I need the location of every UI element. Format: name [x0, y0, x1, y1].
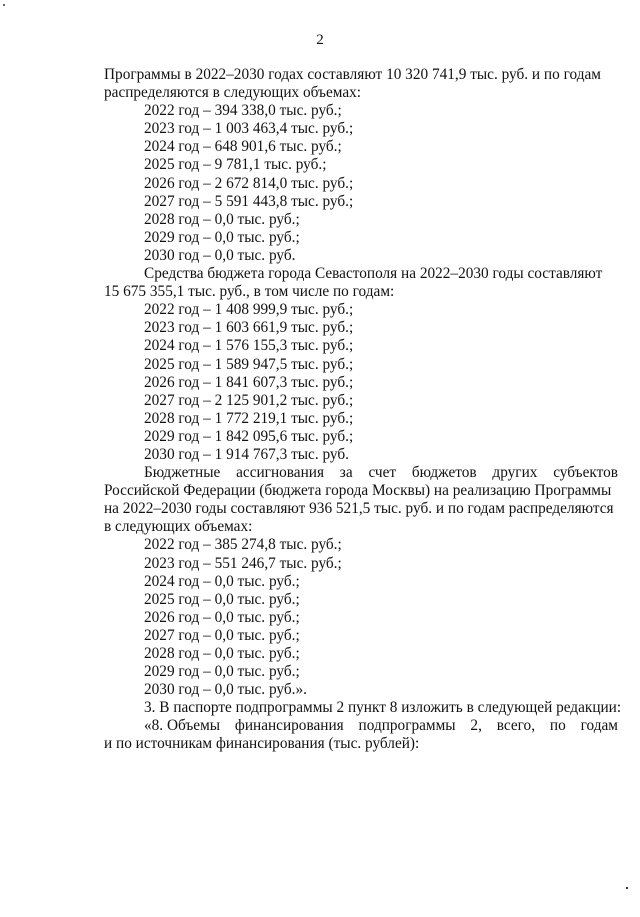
year-item: 2028 год – 0,0 тыс. руб.; — [144, 210, 300, 228]
year-item: 2030 год – 0,0 тыс. руб. — [144, 246, 296, 264]
year-item: 2027 год – 2 125 901,2 тыс. руб.; — [144, 391, 354, 409]
item-3-paragraph: 3. В паспорте подпрограммы 2 пункт 8 изложить в следующей редакции: — [144, 699, 622, 717]
paragraph-line — [104, 265, 618, 283]
word: «8. Объемы — [144, 717, 221, 735]
word: финансирования — [234, 717, 344, 735]
text-line: Программы в 2022–2030 годах составляют 10 320 741,9 тыс. руб. и по годам — [104, 66, 601, 83]
text-line: Средства бюджета города Севастополя на 2022–2030 годы составляют — [144, 265, 603, 283]
word: Бюджетные — [144, 464, 221, 482]
year-item: 2026 год – 0,0 тыс. руб.; — [144, 608, 300, 626]
year-item: 2025 год – 1 589 947,5 тыс. руб.; — [144, 355, 354, 373]
year-item: 2026 год – 1 841 607,3 тыс. руб.; — [144, 373, 354, 391]
year-item: 2023 год – 551 246,7 тыс. руб.; — [144, 554, 342, 572]
word: бюджетов — [411, 464, 477, 482]
year-item: 2024 год – 648 901,6 тыс. руб.; — [144, 138, 342, 156]
paragraph-line: и по источникам финансирования (тыс. рублей): — [104, 735, 420, 753]
word: всего, — [496, 717, 536, 735]
word: счет — [368, 464, 397, 482]
paragraph-line — [104, 717, 618, 735]
year-item: 2028 год – 0,0 тыс. руб.; — [144, 645, 300, 662]
paragraph-line — [104, 500, 618, 518]
year-item: 2025 год – 9 781,1 тыс. руб.; — [144, 156, 327, 174]
year-list — [104, 102, 618, 265]
year-item: 2023 год – 1 603 661,9 тыс. руб.; — [144, 319, 354, 337]
year-list — [104, 301, 618, 464]
paragraph-line: 15 675 355,1 тыс. руб., в том числе по годам: — [104, 283, 395, 301]
year-item: 2022 год – 1 408 999,9 тыс. руб.; — [144, 301, 354, 319]
year-item: 2025 год – 0,0 тыс. руб.; — [144, 590, 300, 608]
year-item: 2024 год – 1 576 155,3 тыс. руб.; — [144, 337, 354, 355]
page-number: 2 — [316, 32, 324, 48]
word: по — [549, 717, 566, 735]
year-item: 2030 год – 1 914 767,3 тыс. руб. — [144, 445, 349, 463]
scan-speck — [3, 4, 5, 6]
document-body — [104, 66, 622, 754]
year-item: 2023 год – 1 003 463,4 тыс. руб.; — [144, 120, 354, 138]
text-line: Российской Федерации (бюджета города Москвы) на реализацию Программы — [104, 482, 612, 500]
word: других — [492, 464, 538, 482]
year-item: 2029 год – 0,0 тыс. руб.; — [144, 228, 300, 246]
paragraph-line — [104, 464, 618, 482]
word: за — [339, 464, 353, 482]
word: субъектов — [553, 464, 618, 482]
year-item: 2029 год – 1 842 095,6 тыс. руб.; — [144, 427, 354, 445]
year-item: 2030 год – 0,0 тыс. руб.». — [144, 681, 307, 699]
word: ассигнования — [236, 464, 324, 482]
year-item: 2024 год – 0,0 тыс. руб.; — [144, 572, 300, 590]
word: 2, — [470, 717, 482, 735]
year-item: 2027 год – 0,0 тыс. руб.; — [144, 626, 300, 644]
paragraph-line — [104, 66, 618, 84]
year-item: 2026 год – 2 672 814,0 тыс. руб.; — [144, 174, 354, 192]
year-item: 2027 год – 5 591 443,8 тыс. руб.; — [144, 192, 354, 210]
year-item: 2028 год – 1 772 219,1 тыс. руб.; — [144, 409, 354, 427]
year-item: 2029 год – 0,0 тыс. руб.; — [144, 663, 300, 681]
paragraph-line: распределяются в следующих объемах: — [104, 84, 362, 102]
year-item: 2022 год – 394 338,0 тыс. руб.; — [144, 102, 342, 120]
word: годам — [580, 717, 618, 735]
word: подпрограммы — [358, 717, 456, 735]
paragraph-line — [104, 482, 618, 500]
year-list — [104, 536, 618, 699]
year-item: 2022 год – 385 274,8 тыс. руб.; — [144, 536, 342, 554]
paragraph-line: в следующих объемах: — [104, 518, 253, 536]
scan-speck — [626, 887, 628, 889]
text-line: на 2022–2030 годы составляют 936 521,5 тыс. руб. и по годам распределяются — [104, 500, 614, 518]
